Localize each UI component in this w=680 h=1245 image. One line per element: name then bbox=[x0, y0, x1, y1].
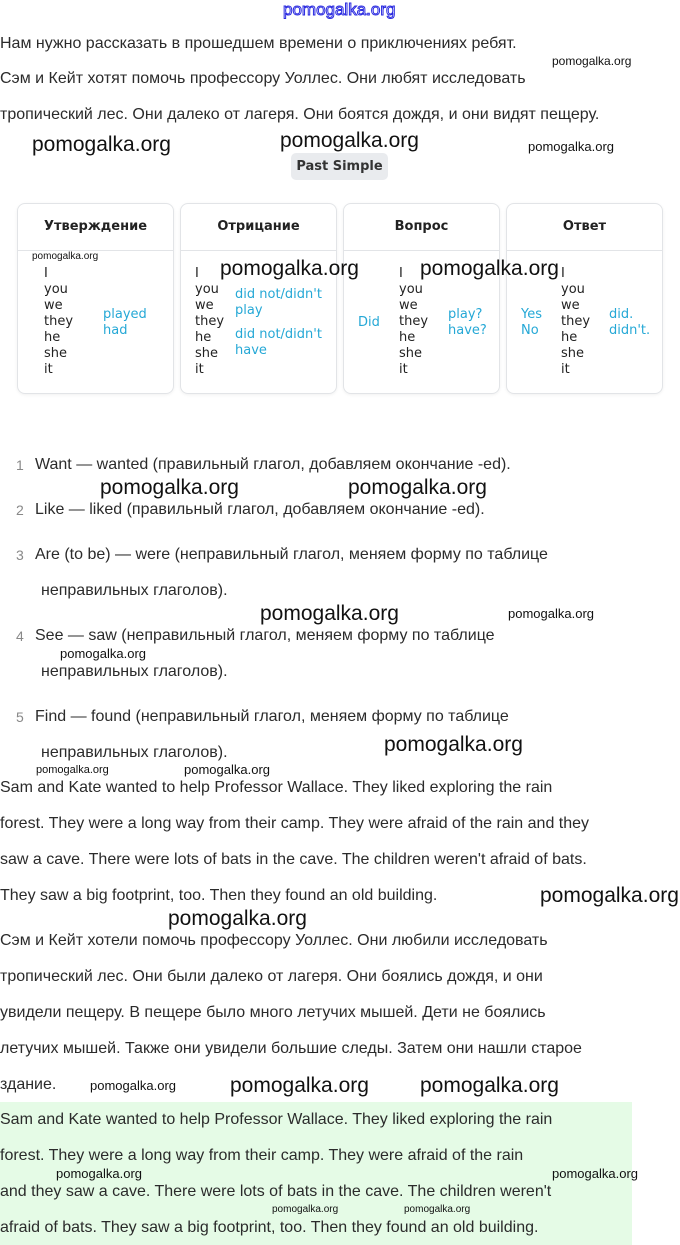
list-item-cont: неправильных глаголов). bbox=[41, 663, 228, 680]
pronoun: we bbox=[195, 298, 214, 313]
watermark: pomogalka.org bbox=[508, 606, 594, 621]
verb: have bbox=[235, 343, 267, 358]
pronoun: I bbox=[44, 266, 48, 281]
watermark: pomogalka.org bbox=[528, 139, 614, 154]
verbs bbox=[609, 307, 650, 339]
watermark: pomogalka.org bbox=[100, 476, 239, 499]
pronoun: it bbox=[561, 362, 570, 377]
answers bbox=[521, 307, 542, 339]
verb: play? bbox=[448, 307, 483, 322]
russian-line: увидели пещеру. В пещере было много летучих мышей. Дети не боялись bbox=[0, 1004, 546, 1021]
aux-did: Did bbox=[358, 315, 380, 330]
answer-line: forest. They were a long way from their camp. They were afraid of the rain bbox=[0, 1147, 524, 1164]
list-item-cont: неправильных глаголов). bbox=[41, 582, 228, 599]
verb: did. bbox=[609, 307, 634, 322]
card-answer bbox=[506, 203, 663, 394]
answer-line: and they saw a cave. There were lots of bats in the cave. The children weren't bbox=[0, 1183, 552, 1200]
verbs bbox=[448, 307, 487, 339]
watermark: pomogalka.org bbox=[348, 476, 487, 499]
pronoun: you bbox=[561, 282, 585, 297]
watermark: pomogalka.org bbox=[220, 257, 359, 280]
pronoun: you bbox=[195, 282, 219, 297]
pronoun-list bbox=[399, 266, 428, 378]
intro-line: тропический лес. Они далеко от лагеря. Они боятся дождя, и они видят пещеру. bbox=[0, 106, 600, 123]
pronoun: you bbox=[44, 282, 68, 297]
pronoun: we bbox=[561, 298, 580, 313]
watermark: pomogalka.org bbox=[56, 1166, 142, 1181]
list-number: 2 bbox=[16, 502, 24, 518]
answer-line: afraid of bats. They saw a big footprint, too. Then they found an old building. bbox=[0, 1219, 539, 1236]
watermark-top: pomogalka.org bbox=[283, 0, 396, 19]
past-simple-button[interactable]: Past Simple bbox=[291, 153, 388, 180]
answer-no: No bbox=[521, 323, 539, 338]
list-item: Are (to be) — were (неправильный глагол, меняем форму по таблице bbox=[35, 546, 548, 563]
list-number: 3 bbox=[16, 547, 24, 563]
verb: did not/didn't bbox=[235, 287, 322, 302]
pronoun: she bbox=[561, 346, 585, 361]
intro-line: Нам нужно рассказать в прошедшем времени о приключениях ребят. bbox=[0, 35, 517, 52]
pronoun: it bbox=[399, 362, 408, 377]
pronoun: we bbox=[399, 298, 418, 313]
watermark: pomogalka.org bbox=[420, 257, 559, 280]
watermark: pomogalka.org bbox=[404, 1204, 471, 1215]
pronoun: I bbox=[195, 266, 199, 281]
pronoun: they bbox=[195, 314, 225, 329]
watermark: pomogalka.org bbox=[552, 1166, 638, 1181]
verb: have? bbox=[448, 323, 487, 338]
pronoun: she bbox=[44, 346, 68, 361]
english-line: Sam and Kate wanted to help Professor Wallace. They liked exploring the rain bbox=[0, 779, 553, 796]
verb: played bbox=[103, 307, 147, 322]
watermark: pomogalka.org bbox=[230, 1074, 369, 1097]
russian-line: тропический лес. Они были далеко от лагеря. Они боялись дождя, и они bbox=[0, 968, 543, 985]
list-number: 4 bbox=[16, 628, 24, 644]
pronoun: I bbox=[399, 266, 403, 281]
card-title: Вопрос bbox=[344, 204, 499, 251]
pronoun: she bbox=[399, 346, 423, 361]
watermark: pomogalka.org bbox=[420, 1074, 559, 1097]
pronoun: we bbox=[44, 298, 63, 313]
watermark: pomogalka.org bbox=[272, 1204, 339, 1215]
watermark: pomogalka.org bbox=[280, 129, 419, 152]
watermark: pomogalka.org bbox=[32, 133, 171, 156]
list-number: 1 bbox=[16, 457, 24, 473]
verb: did not/didn't bbox=[235, 327, 322, 342]
watermark: pomogalka.org bbox=[168, 907, 307, 930]
pronoun: I bbox=[561, 266, 565, 281]
card-title: Отрицание bbox=[181, 204, 336, 251]
verb: had bbox=[103, 323, 128, 338]
pronoun: he bbox=[44, 330, 61, 345]
pronoun: he bbox=[561, 330, 578, 345]
verb: play bbox=[235, 303, 263, 318]
watermark: pomogalka.org bbox=[540, 884, 679, 907]
english-line: forest. They were a long way from their camp. They were afraid of the rain and they bbox=[0, 815, 590, 832]
watermark: pomogalka.org bbox=[184, 762, 270, 777]
russian-line: здание. bbox=[0, 1076, 57, 1093]
pronoun-list bbox=[561, 266, 590, 378]
watermark: pomogalka.org bbox=[260, 602, 399, 625]
card-title: Ответ bbox=[507, 204, 662, 251]
list-item: Like — liked (правильный глагол, добавляем окончание -ed). bbox=[35, 501, 485, 518]
card-title: Утверждение bbox=[18, 204, 173, 251]
english-line: They saw a big footprint, too. Then they found an old building. bbox=[0, 887, 438, 904]
verbs bbox=[103, 307, 147, 339]
list-item-cont: неправильных глаголов). bbox=[41, 744, 228, 761]
pronoun: he bbox=[399, 330, 416, 345]
pronoun: it bbox=[44, 362, 53, 377]
verb: didn't. bbox=[609, 323, 651, 338]
watermark: pomogalka.org bbox=[32, 251, 99, 262]
russian-line: летучих мышей. Также они увидели большие следы. Затем они нашли старое bbox=[0, 1040, 582, 1057]
pronoun: you bbox=[399, 282, 423, 297]
intro-line: Сэм и Кейт хотят помочь профессору Уоллес. Они любят исследовать bbox=[0, 70, 526, 87]
answer-line: Sam and Kate wanted to help Professor Wallace. They liked exploring the rain bbox=[0, 1111, 553, 1128]
watermark: pomogalka.org bbox=[552, 54, 632, 68]
watermark: pomogalka.org bbox=[384, 733, 523, 756]
pronoun: she bbox=[195, 346, 219, 361]
card-negative bbox=[180, 203, 337, 394]
verbs bbox=[235, 287, 322, 359]
pronoun: they bbox=[44, 314, 74, 329]
list-item: See — saw (неправильный глагол, меняем форму по таблице bbox=[35, 627, 495, 644]
pronoun: they bbox=[561, 314, 591, 329]
english-line: saw a cave. There were lots of bats in the cave. The children weren't afraid of bats. bbox=[0, 851, 587, 868]
answer-yes: Yes bbox=[521, 307, 542, 322]
watermark: pomogalka.org bbox=[90, 1078, 176, 1093]
list-item: Want — wanted (правильный глагол, добавляем окончание -ed). bbox=[35, 456, 511, 473]
pronoun: they bbox=[399, 314, 429, 329]
watermark: pomogalka.org bbox=[36, 764, 109, 776]
pronoun: it bbox=[195, 362, 204, 377]
pronoun-list bbox=[44, 266, 73, 378]
list-item: Find — found (неправильный глагол, меняем форму по таблице bbox=[35, 708, 509, 725]
card-question bbox=[343, 203, 500, 394]
list-number: 5 bbox=[16, 709, 24, 725]
watermark: pomogalka.org bbox=[60, 646, 146, 661]
pronoun-list bbox=[195, 266, 224, 378]
pronoun: he bbox=[195, 330, 212, 345]
card-affirmative bbox=[17, 203, 174, 394]
russian-line: Сэм и Кейт хотели помочь профессору Уоллес. Они любили исследовать bbox=[0, 932, 548, 949]
